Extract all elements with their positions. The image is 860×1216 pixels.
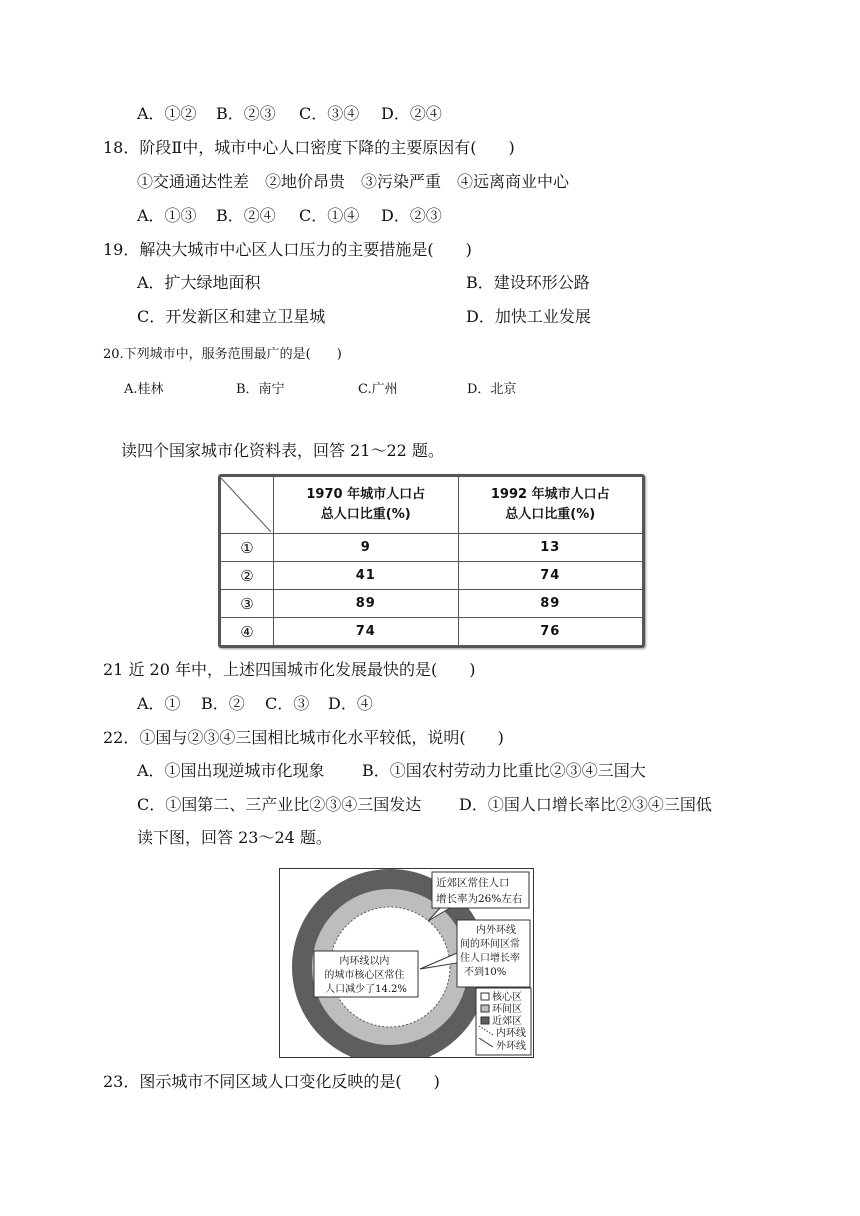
core-label-line3: 人口减少了14.2% <box>325 984 407 995</box>
corner-diagonal <box>221 478 271 532</box>
q17-option-a: A．①② <box>137 104 197 123</box>
header-1992 <box>458 477 643 534</box>
q19-option-a: A．扩大绿地面积 <box>137 273 261 292</box>
suburb-label-line1: 近郊区常住人口 <box>436 877 510 889</box>
header-1970 <box>274 477 459 534</box>
legend-core-swatch <box>481 993 489 1000</box>
value-1970: 89 <box>274 590 459 618</box>
q19-option-b: B．建设环形公路 <box>466 273 590 292</box>
legend-inner-line-label: 内环线 <box>496 1028 526 1039</box>
q20-options <box>124 381 544 399</box>
q17-option-d: D．②④ <box>381 104 442 123</box>
row-label: ① <box>221 534 274 562</box>
ring-label-line1: 内外环线 <box>476 925 516 936</box>
table-row <box>221 534 643 562</box>
table-header-row <box>221 477 643 534</box>
q18-option-b: B．②④ <box>216 206 276 225</box>
value-1970: 74 <box>274 618 459 646</box>
q21-option-c: C．③ <box>265 694 310 713</box>
row-label: ④ <box>221 618 274 646</box>
q23-stem: 23．图示城市不同区域人口变化反映的是( ) <box>103 1072 440 1091</box>
q19-stem: 19．解决大城市中心区人口压力的主要措施是( ) <box>103 240 472 259</box>
q20-stem: 20.下列城市中，服务范围最广的是( ) <box>103 347 342 362</box>
intro-21-22: 读四个国家城市化资料表，回答 21～22 题。 <box>121 441 444 460</box>
urbanization-table <box>218 474 645 648</box>
q22-option-d: D．①国人口增长率比②③④三国低 <box>459 795 712 814</box>
q18-option-a: A．①③ <box>137 206 197 225</box>
legend-core-label: 核心区 <box>492 992 522 1003</box>
value-1992: 13 <box>458 534 643 562</box>
q18-stem: 18．阶段Ⅱ中，城市中心人口密度下降的主要原因有( ) <box>103 138 515 157</box>
core-label-line2: 的城市核心区常住 <box>324 970 405 981</box>
q18-option-c: C．①④ <box>299 206 360 225</box>
q19-option-c: C．开发新区和建立卫星城 <box>137 307 326 326</box>
q18-items: ①交通通达性差 ②地价昂贵 ③污染严重 ④远离商业中心 <box>137 172 570 191</box>
q21-option-d: D．④ <box>328 694 373 713</box>
ring-label-line2: 间的环间区常 <box>460 939 520 950</box>
legend-ring-label: 环间区 <box>492 1004 522 1015</box>
legend-suburb-label: 近郊区 <box>492 1016 522 1027</box>
value-1970: 9 <box>274 534 459 562</box>
q17-option-b: B．②③ <box>216 104 276 123</box>
q21-options <box>137 694 437 714</box>
row-label: ② <box>221 562 274 590</box>
table-row <box>221 618 643 646</box>
value-1992: 76 <box>458 618 643 646</box>
q17-option-c: C．③④ <box>299 104 360 123</box>
q18-option-d: D．②③ <box>381 206 442 225</box>
q21-option-b: B．② <box>201 694 245 713</box>
q20-option-a: A.桂林 <box>124 382 164 397</box>
q21-option-a: A．① <box>137 694 181 713</box>
header-1992-line2: 总人口比重(%) <box>505 507 596 522</box>
value-1992: 89 <box>458 590 643 618</box>
header-1970-line1: 1970 年城市人口占 <box>306 487 426 502</box>
value-1970: 41 <box>274 562 459 590</box>
intro-23-24: 读下图，回答 23～24 题。 <box>137 828 332 847</box>
ring-label-line4: 不到10% <box>464 967 507 978</box>
suburb-label-line2: 增长率为26%左右 <box>436 893 523 905</box>
population-ring-diagram <box>279 868 534 1058</box>
q22-option-a: A．①国出现逆城市化现象 <box>137 761 325 780</box>
q22-option-b: B．①国农村劳动力比重比②③④三国大 <box>362 761 646 780</box>
q20-option-b: B．南宁 <box>236 382 285 397</box>
q17-options <box>137 104 537 124</box>
legend-outer-line-label: 外环线 <box>496 1041 526 1052</box>
q20-option-c: C.广州 <box>358 382 398 397</box>
q20-option-d: D．北京 <box>467 382 517 397</box>
row-label: ③ <box>221 590 274 618</box>
q22-stem: 22．①国与②③④三国相比城市化水平较低，说明( ) <box>103 728 504 747</box>
value-1992: 74 <box>458 562 643 590</box>
legend-ring-swatch <box>481 1005 489 1012</box>
ring-label-line3: 住人口增长率 <box>460 953 520 964</box>
ring-diagram-svg <box>280 869 533 1057</box>
table-row <box>221 590 643 618</box>
header-1992-line1: 1992 年城市人口占 <box>490 487 610 502</box>
q21-stem: 21 近 20 年中，上述四国城市化发展最快的是( ) <box>103 660 476 679</box>
svg-text:核心区 环间区 近郊区 <box>492 990 529 1052</box>
q19-option-d: D．加快工业发展 <box>466 307 591 326</box>
core-label-line1: 内环线以内 <box>339 956 390 967</box>
header-1970-line2: 总人口比重(%) <box>320 507 411 522</box>
table-corner-cell <box>221 477 274 534</box>
table-row <box>221 562 643 590</box>
q18-options <box>137 206 537 226</box>
legend-suburb-swatch <box>481 1017 489 1024</box>
q22-option-c: C．①国第二、三产业比②③④三国发达 <box>137 795 422 814</box>
